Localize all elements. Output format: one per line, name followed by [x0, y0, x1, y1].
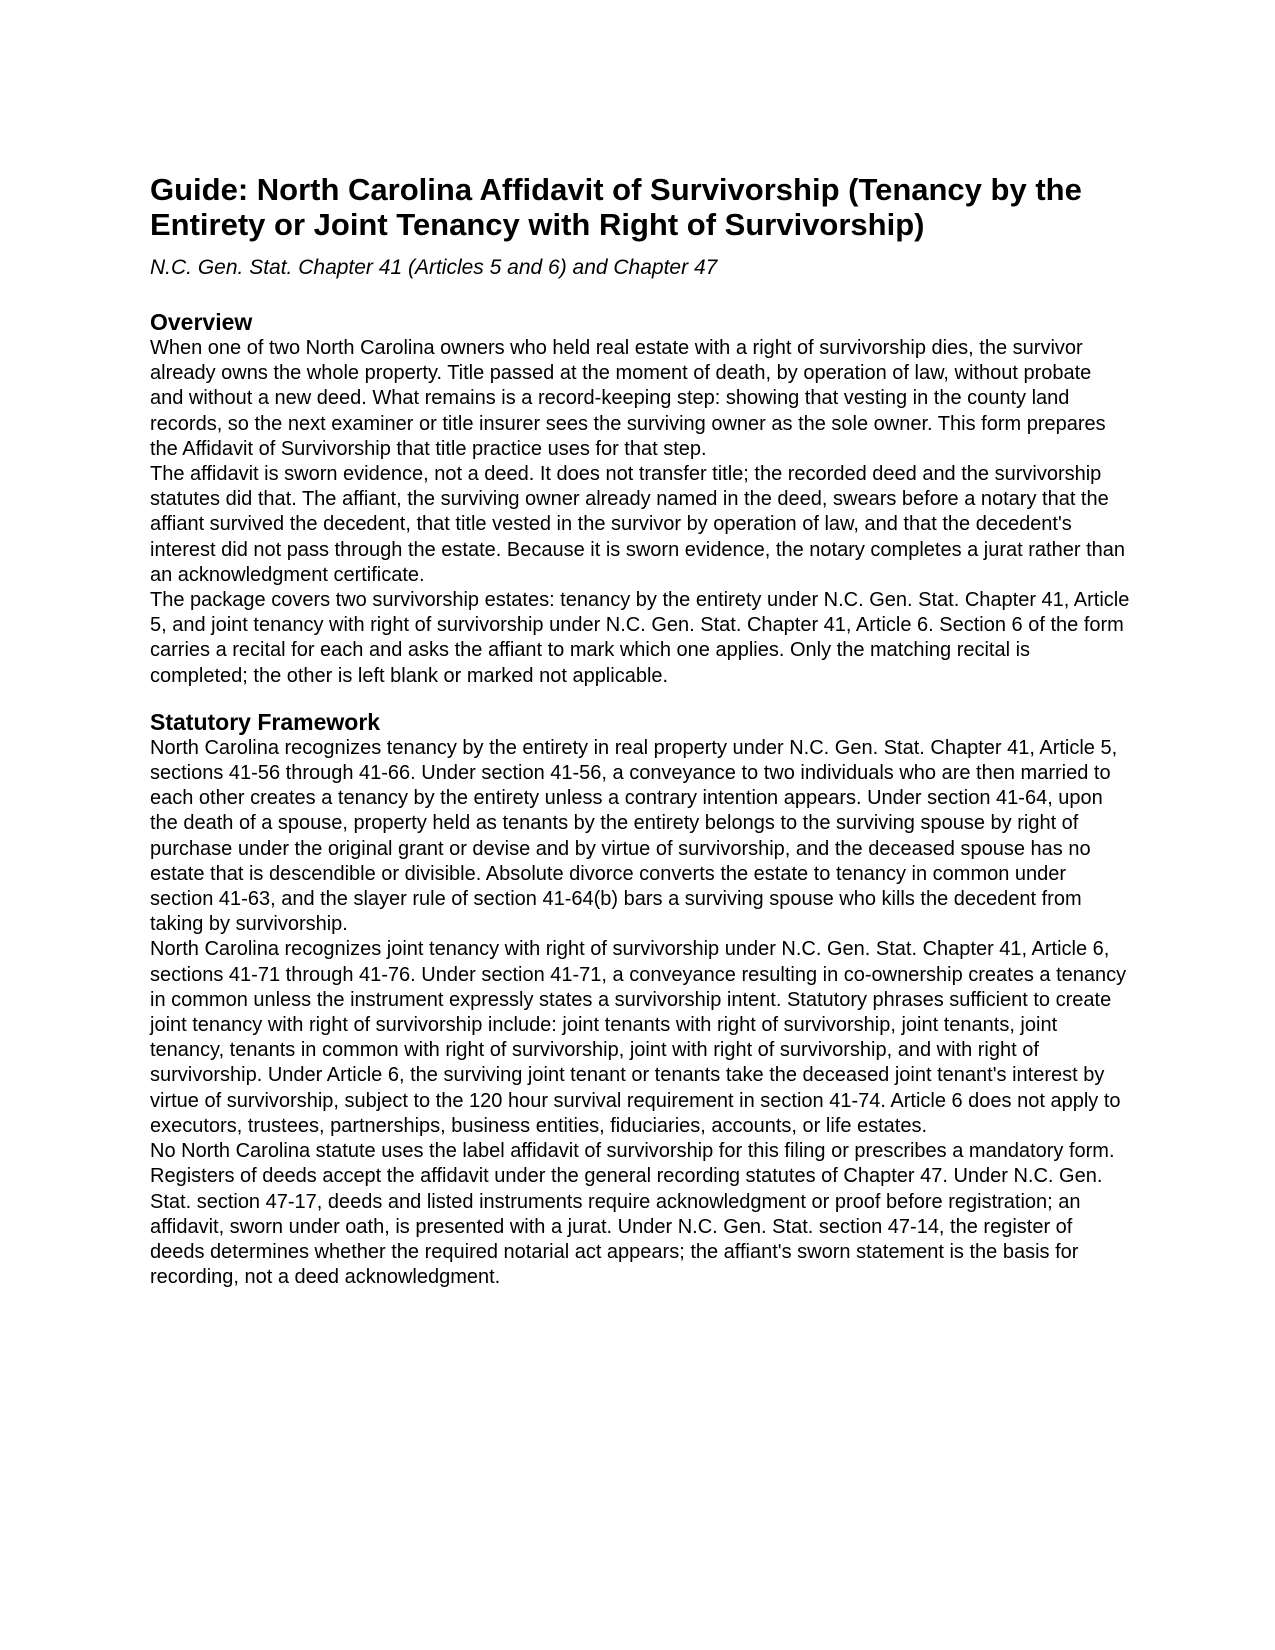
statutory-paragraph-3: No North Carolina statute uses the label affidavit of survivorship for this filing or prescribes a mandatory form. Registers of deeds accept the affidavit under the general recording statutes of Chapter 47. Under N.C. Gen. Stat. section 47-17, deeds and listed instruments require acknowledgment or proof before registration; an affidavit, sworn under oath, is presented with a jurat. Under N.C. Gen. Stat. section 47-14, the register of deeds determines whether the required notarial act appears; the affiant's sworn statement is the basis for recording, not a deed acknowledgment. — [150, 1140, 1115, 1289]
statutory-framework-section — [150, 708, 1130, 1290]
section-heading-statutory-framework: Statutory Framework — [150, 708, 381, 735]
statutory-paragraph-2: North Carolina recognizes joint tenancy with right of survivorship under N.C. Gen. Stat. Chapter 41, Article 6, sections 41-71 through 41-76. Under section 41-71, a conveyance resulting in co-ownership creates a tenancy in common unless the instrument expressly states a survivorship intent. Statutory phrases sufficient to create joint tenancy with right of survivorship include: joint tenants with right of survivorship, joint tenants, joint tenancy, tenants in common with right of survivorship, joint with right of survivorship, and with right of survivorship. Under Article 6, the surviving joint tenant or tenants take the deceased joint tenant's interest by virtue of survivorship, subject to the 120 hour survival requirement in section 41-74. Article 6 does not apply to executors, trustees, partnerships, business entities, fiduciaries, accounts, or life estates. — [150, 938, 1127, 1137]
document-page — [150, 172, 1130, 1290]
section-heading-overview: Overview — [150, 309, 253, 335]
statutory-paragraph-1: North Carolina recognizes tenancy by the entirety in real property under N.C. Gen. Stat. Chapter 41, Article 5, sections 41-56 through 41-66. Under section 41-56, a conveyance to two individuals who are then married to each other creates a tenancy by the entirety unless a contrary intention appears. Under section 41-64, upon the death of a spouse, property held as tenants by the entirety belongs to the surviving spouse by right of purchase under the original grant or devise and by virtue of survivorship, and the deceased spouse has no estate that is descendible or divisible. Absolute divorce converts the estate to tenancy in common under section 41-63, and the slayer rule of section 41-64(b) bars a surviving spouse who kills the decedent from taking by survivorship. — [150, 736, 1118, 936]
document-title: Guide: North Carolina Affidavit of Survivorship (Tenancy by the Entirety or Joint Tenancy with Right of Survivorship) — [150, 172, 1082, 242]
overview-paragraph-1: When one of two North Carolina owners who held real estate with a right of survivorship dies, the survivor already owns the whole property. Title passed at the moment of death, by operation of law, without probate and without a new deed. What remains is a record-keeping step: showing that vesting in the county land records, so the next examiner or title insurer sees the surviving owner as the sole owner. This form prepares the Affidavit of Survivorship that title practice uses for that step. — [150, 337, 1106, 460]
document-subtitle: N.C. Gen. Stat. Chapter 41 (Articles 5 and 6) and Chapter 47 — [150, 256, 718, 279]
overview-paragraph-3: The package covers two survivorship estates: tenancy by the entirety under N.C. Gen. Stat. Chapter 41, Article 5, and joint tenancy with right of survivorship under N.C. Gen. Stat. Chapter 41, Article 6. Section 6 of the form carries a recital for each and asks the affiant to mark which one applies. Only the matching recital is completed; the other is left blank or marked not applicable. — [150, 589, 1130, 687]
overview-section — [150, 308, 1130, 689]
overview-paragraph-2: The affidavit is sworn evidence, not a deed. It does not transfer title; the recorded deed and the survivorship statutes did that. The affiant, the surviving owner already named in the deed, swears before a notary that the affiant survived the decedent, that title vested in the survivor by operation of law, and that the decedent's interest did not pass through the estate. Because it is sworn evidence, the notary completes a jurat rather than an acknowledgment certificate. — [150, 463, 1125, 586]
